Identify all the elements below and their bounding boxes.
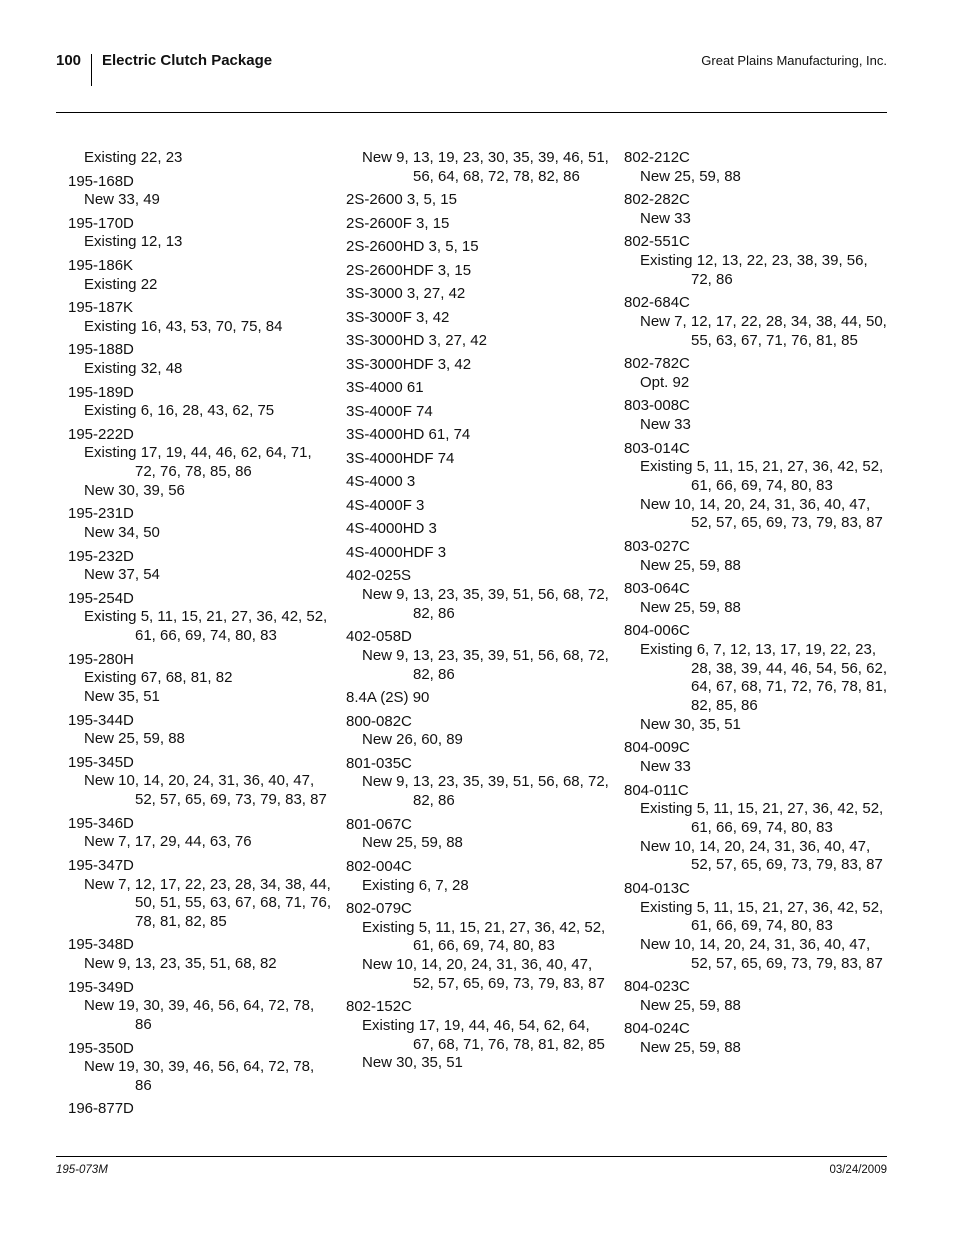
index-entry bbox=[68, 215, 333, 252]
page-reference: New 9, 13, 19, 23, 30, 35, 39, 46, 51, 56, 64, 68, 72, 78, 82, 86 bbox=[362, 149, 609, 185]
index-entry bbox=[346, 900, 611, 994]
part-number: 195-187K bbox=[68, 299, 134, 317]
index-entry bbox=[624, 1020, 889, 1057]
part-number: 2S-2600HDF 3, 15 bbox=[346, 261, 472, 279]
page-reference: Opt. 92 bbox=[640, 373, 690, 391]
page-reference: New 30, 35, 51 bbox=[362, 1054, 463, 1072]
index-column-3 bbox=[624, 149, 889, 1063]
part-number: 3S-3000HDF 3, 42 bbox=[346, 355, 472, 373]
header-rule bbox=[56, 112, 887, 113]
page-reference: New 25, 59, 88 bbox=[362, 834, 463, 852]
page-reference: New 19, 30, 39, 46, 56, 64, 72, 78, 86 bbox=[84, 1058, 315, 1094]
page-reference: Existing 67, 68, 81, 82 bbox=[84, 669, 233, 687]
index-entry bbox=[68, 979, 333, 1035]
page-reference: Existing 17, 19, 44, 46, 54, 62, 64, 67, 68, 71, 76, 78, 81, 82, 85 bbox=[362, 1017, 605, 1053]
part-number: 195-346D bbox=[68, 814, 134, 832]
index-entry bbox=[68, 936, 333, 973]
index-entry bbox=[68, 299, 333, 336]
index-entry bbox=[346, 567, 611, 623]
part-number: 195-254D bbox=[68, 589, 134, 607]
part-number: 804-011C bbox=[624, 781, 689, 799]
page-reference: New 35, 51 bbox=[84, 688, 160, 706]
page-reference: Existing 5, 11, 15, 21, 27, 36, 42, 52, 61, 66, 69, 74, 80, 83 bbox=[640, 800, 884, 836]
page-reference: Existing 5, 11, 15, 21, 27, 36, 42, 52, 61, 66, 69, 74, 80, 83 bbox=[640, 458, 884, 495]
revision-date: 03/24/2009 bbox=[829, 1164, 887, 1176]
part-number: 804-024C bbox=[624, 1020, 690, 1038]
page-reference: New 9, 13, 23, 35, 39, 51, 56, 68, 72, 82, 86 bbox=[362, 585, 609, 622]
part-number: 803-064C bbox=[624, 580, 690, 598]
page-reference: New 25, 59, 88 bbox=[640, 996, 741, 1014]
page-reference: Existing 5, 11, 15, 21, 27, 36, 42, 52, 61, 66, 69, 74, 80, 83 bbox=[84, 608, 328, 645]
page-reference: New 9, 13, 23, 35, 51, 68, 82 bbox=[84, 955, 277, 973]
index-entry bbox=[346, 755, 611, 811]
part-number: 802-782C bbox=[624, 355, 690, 373]
index-entry bbox=[346, 332, 611, 351]
index-entry bbox=[346, 689, 611, 708]
part-number: 402-025S bbox=[346, 567, 412, 585]
index-entry bbox=[346, 215, 611, 234]
part-number: 195-280H bbox=[68, 650, 134, 668]
part-number: 4S-4000F 3 bbox=[346, 496, 425, 514]
document-number: 195-073M bbox=[56, 1164, 108, 1176]
part-number: 3S-4000HD 61, 74 bbox=[346, 426, 471, 444]
part-number: 3S-3000F 3, 42 bbox=[346, 308, 450, 326]
index-entry bbox=[68, 149, 333, 168]
index-entry bbox=[346, 191, 611, 210]
index-entry bbox=[346, 998, 611, 1073]
page-reference: Existing 6, 16, 28, 43, 62, 75 bbox=[84, 402, 275, 420]
part-number: 195-186K bbox=[68, 256, 134, 274]
index-entry bbox=[346, 544, 611, 563]
part-number: 2S-2600 3, 5, 15 bbox=[346, 191, 457, 209]
index-entry bbox=[624, 880, 889, 974]
page-reference: New 33 bbox=[640, 209, 691, 227]
page-reference: New 9, 13, 23, 35, 39, 51, 56, 68, 72, 82, 86 bbox=[362, 646, 609, 683]
index-entry bbox=[68, 173, 333, 210]
page-reference: New 10, 14, 20, 24, 31, 36, 40, 47, 52, 57, 65, 69, 73, 79, 83, 87 bbox=[362, 956, 605, 992]
part-number: 195-350D bbox=[68, 1039, 134, 1057]
index-entry bbox=[346, 262, 611, 281]
page-reference: New 10, 14, 20, 24, 31, 36, 40, 47, 52, 57, 65, 69, 73, 79, 83, 87 bbox=[640, 837, 883, 874]
page-reference: New 37, 54 bbox=[84, 566, 160, 584]
page-reference: New 10, 14, 20, 24, 31, 36, 40, 47, 52, 57, 65, 69, 73, 79, 83, 87 bbox=[84, 772, 327, 809]
part-number: 195-189D bbox=[68, 383, 134, 401]
index-entry bbox=[624, 978, 889, 1015]
page-reference: New 10, 14, 20, 24, 31, 36, 40, 47, 52, 57, 65, 69, 73, 79, 83, 87 bbox=[640, 935, 883, 972]
page-reference: New 9, 13, 23, 35, 39, 51, 56, 68, 72, 82, 86 bbox=[362, 773, 609, 810]
page-reference: Existing 22, 23 bbox=[84, 149, 183, 166]
footer-rule bbox=[56, 1156, 887, 1157]
index-entry bbox=[624, 782, 889, 876]
page-reference: New 25, 59, 88 bbox=[640, 1039, 741, 1057]
part-number: 3S-4000F 74 bbox=[346, 402, 433, 420]
part-number: 802-282C bbox=[624, 191, 690, 209]
index-entry bbox=[68, 651, 333, 707]
part-number: 195-170D bbox=[68, 214, 134, 232]
part-number: 195-168D bbox=[68, 172, 134, 190]
part-number: 402-058D bbox=[346, 628, 412, 646]
index-entry bbox=[68, 712, 333, 749]
part-number: 195-348D bbox=[68, 936, 134, 954]
company-name: Great Plains Manufacturing, Inc. bbox=[701, 53, 887, 68]
index-entry bbox=[346, 473, 611, 492]
page-reference: New 7, 12, 17, 22, 23, 28, 34, 38, 44, 50, 51, 55, 63, 67, 68, 71, 76, 78, 81, 82, 85 bbox=[84, 875, 331, 930]
page-reference: Existing 17, 19, 44, 46, 62, 64, 71, 72, 76, 78, 85, 86 bbox=[84, 444, 312, 481]
header-divider bbox=[91, 54, 92, 86]
part-number: 195-188D bbox=[68, 341, 134, 359]
part-number: 804-013C bbox=[624, 879, 690, 897]
index-column-2 bbox=[346, 149, 611, 1078]
index-entry bbox=[624, 294, 889, 350]
page-reference: Existing 5, 11, 15, 21, 27, 36, 42, 52, 61, 66, 69, 74, 80, 83 bbox=[362, 918, 606, 955]
part-number: 803-014C bbox=[624, 439, 690, 457]
index-entry bbox=[68, 505, 333, 542]
part-number: 802-212C bbox=[624, 149, 690, 166]
part-number: 3S-4000 61 bbox=[346, 379, 424, 397]
page-reference: New 25, 59, 88 bbox=[640, 598, 741, 616]
page-reference: New 25, 59, 88 bbox=[84, 730, 185, 748]
index-entry bbox=[346, 379, 611, 398]
page-reference: New 25, 59, 88 bbox=[640, 556, 741, 574]
index-entry bbox=[624, 440, 889, 534]
part-number: 804-023C bbox=[624, 978, 690, 996]
part-number: 802-684C bbox=[624, 294, 690, 312]
part-number: 803-008C bbox=[624, 397, 690, 415]
index-entry bbox=[68, 548, 333, 585]
index-entry bbox=[346, 858, 611, 895]
part-number: 804-006C bbox=[624, 622, 690, 640]
index-entry bbox=[346, 520, 611, 539]
part-number: 3S-3000 3, 27, 42 bbox=[346, 285, 466, 303]
index-entry bbox=[624, 149, 889, 186]
page-reference: Existing 6, 7, 12, 13, 17, 19, 22, 23, 28, 38, 39, 44, 46, 54, 56, 62, 64, 67, 68, 71, 72, 76, 78, 81, 82, 85, 86 bbox=[640, 641, 887, 715]
index-entry bbox=[624, 397, 889, 434]
part-number: 196-877D bbox=[68, 1100, 134, 1118]
part-number: 804-009C bbox=[624, 739, 690, 757]
index-entry bbox=[624, 191, 889, 228]
part-number: 801-035C bbox=[346, 754, 412, 772]
index-entry bbox=[346, 309, 611, 328]
index-entry bbox=[346, 628, 611, 684]
part-number: 802-152C bbox=[346, 998, 412, 1016]
index-entry bbox=[346, 149, 611, 186]
part-number: 195-345D bbox=[68, 753, 134, 771]
index-entry bbox=[68, 857, 333, 932]
index-entry bbox=[346, 356, 611, 375]
section-title: Electric Clutch Package bbox=[102, 52, 273, 69]
page-reference: New 30, 39, 56 bbox=[84, 481, 185, 499]
part-number: 2S-2600HD 3, 5, 15 bbox=[346, 238, 479, 256]
page-reference: New 26, 60, 89 bbox=[362, 731, 463, 749]
part-number: 800-082C bbox=[346, 712, 412, 730]
page-reference: Existing 12, 13, 22, 23, 38, 39, 56, 72, 86 bbox=[640, 252, 868, 288]
page-reference: Existing 5, 11, 15, 21, 27, 36, 42, 52, 61, 66, 69, 74, 80, 83 bbox=[640, 898, 884, 935]
page-number: 100 bbox=[56, 52, 82, 69]
part-number: 195-349D bbox=[68, 978, 134, 996]
index-entry bbox=[346, 713, 611, 750]
part-number: 3S-4000HDF 74 bbox=[346, 449, 455, 467]
part-number: 195-347D bbox=[68, 856, 134, 874]
index-entry bbox=[346, 238, 611, 257]
page-reference: Existing 22 bbox=[84, 275, 158, 293]
part-number: 195-231D bbox=[68, 505, 134, 523]
index-entry bbox=[624, 739, 889, 776]
index-entry bbox=[624, 233, 889, 289]
index-entry bbox=[624, 355, 889, 392]
page-reference: New 19, 30, 39, 46, 56, 64, 72, 78, 86 bbox=[84, 997, 315, 1034]
page-reference: Existing 16, 43, 53, 70, 75, 84 bbox=[84, 317, 283, 335]
page-reference: New 34, 50 bbox=[84, 524, 160, 542]
index-entry bbox=[346, 497, 611, 516]
index-entry bbox=[68, 1040, 333, 1096]
index-entry bbox=[68, 341, 333, 378]
page-reference: Existing 6, 7, 28 bbox=[362, 876, 469, 894]
index-entry bbox=[68, 257, 333, 294]
part-number: 802-004C bbox=[346, 857, 412, 875]
index-entry bbox=[624, 580, 889, 617]
part-number: 802-551C bbox=[624, 233, 690, 251]
part-number: 3S-3000HD 3, 27, 42 bbox=[346, 332, 487, 350]
part-number: 802-079C bbox=[346, 900, 412, 918]
index-entry bbox=[68, 590, 333, 646]
part-number: 2S-2600F 3, 15 bbox=[346, 214, 450, 232]
page-reference: New 30, 35, 51 bbox=[640, 715, 741, 733]
part-number: 195-344D bbox=[68, 711, 134, 729]
part-number: 195-222D bbox=[68, 425, 134, 443]
page-reference: New 33 bbox=[640, 416, 691, 434]
page-reference: New 10, 14, 20, 24, 31, 36, 40, 47, 52, 57, 65, 69, 73, 79, 83, 87 bbox=[640, 495, 883, 532]
part-number: 4S-4000HDF 3 bbox=[346, 543, 447, 561]
index-entry bbox=[624, 538, 889, 575]
page-reference: New 25, 59, 88 bbox=[640, 167, 741, 185]
index-entry bbox=[346, 816, 611, 853]
page-reference: Existing 32, 48 bbox=[84, 360, 183, 378]
part-number: 4S-4000 3 bbox=[346, 473, 416, 491]
index-column-1 bbox=[68, 149, 333, 1124]
part-number: 801-067C bbox=[346, 815, 412, 833]
index-entry bbox=[346, 426, 611, 445]
index-entry bbox=[346, 403, 611, 422]
page-reference: New 33, 49 bbox=[84, 191, 160, 209]
page-reference: Existing 12, 13 bbox=[84, 233, 183, 251]
page-reference: New 33 bbox=[640, 758, 691, 776]
index-entry bbox=[624, 622, 889, 734]
part-number: 195-232D bbox=[68, 547, 134, 565]
index-entry bbox=[68, 754, 333, 810]
page-reference: New 7, 12, 17, 22, 28, 34, 38, 44, 50, 55, 63, 67, 71, 76, 81, 85 bbox=[640, 313, 887, 349]
page-reference: New 7, 17, 29, 44, 63, 76 bbox=[84, 833, 252, 851]
index-entry bbox=[346, 285, 611, 304]
part-number: 803-027C bbox=[624, 537, 690, 555]
index-entry bbox=[68, 426, 333, 501]
part-number: 8.4A (2S) 90 bbox=[346, 689, 430, 707]
index-entry bbox=[346, 450, 611, 469]
index-entry bbox=[68, 1100, 333, 1119]
part-number: 4S-4000HD 3 bbox=[346, 520, 437, 538]
index-entry bbox=[68, 815, 333, 852]
index-entry bbox=[68, 384, 333, 421]
